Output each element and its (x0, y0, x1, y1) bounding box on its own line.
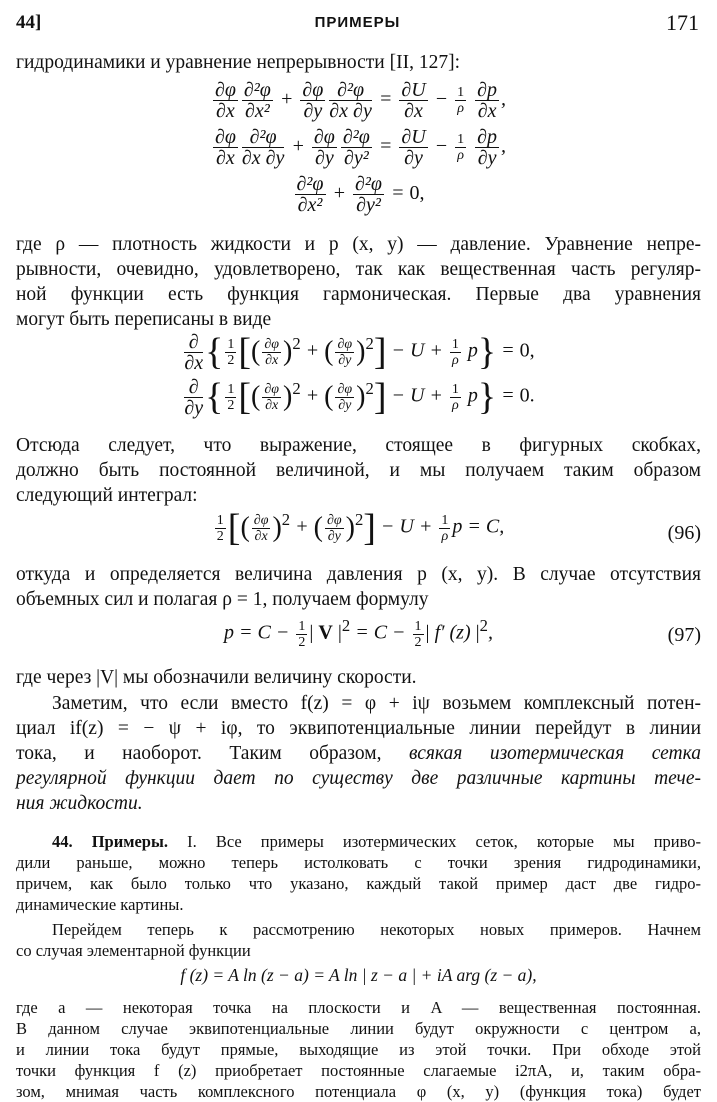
text-line: следующий интеграл: (16, 485, 198, 506)
text-line: должно быть постоянной величиной, и мы получаем таким образом (16, 460, 701, 481)
text-span: тока, и наоборот. Таким образом, (16, 743, 382, 764)
emphasis-text: всякая изотермическая сетка (408, 743, 702, 764)
running-header (16, 12, 699, 38)
text-line: В данном случае эквипотенциальные линии будут окружности с центром a, (16, 1019, 701, 1038)
page-number: 171 (666, 10, 699, 35)
text-line: где a — некоторая точка на плоскости и A — вещественная постоянная. (16, 998, 701, 1017)
emphasis-line: ния жидкости. (16, 793, 143, 814)
text-line: ной функции есть функция гармоническая. Первые два уравнения (16, 284, 701, 305)
text-line: Отсюда следует, что выражение, стоящее в фигурных скобках, (16, 435, 701, 456)
text-line: зом, мнимая часть комплексного потенциала φ (x, y) (функция тока) будет (16, 1082, 701, 1101)
running-title: ПРИМЕРЫ (314, 14, 401, 31)
text-line: гидродинамики и уравнение непрерывности [II, 127]: (16, 52, 461, 73)
text-line: точки функция f (z) приобретает постоянные слагаемые i2πA, и, таким обра- (16, 1061, 701, 1080)
equation-line-1: $\frac{\partial\varphi}{\partial x}$ $\frac{\text{∂²φ}}{\text{∂x²}}$ + $\frac{\partial\varphi}{\partial y}$ $\frac{\text{∂²φ}}{\partial x \partial y}$ = $\frac{\partial U}{\partial x}$ − $\frac{1}{\rho}$ $\frac{\partial p}{\partial x}$ , (214, 79, 507, 122)
emphasis-line: регулярной функции дает по существу две различные картины тече- (16, 768, 701, 789)
text-line: где ρ — плотность жидкости и p (x, y) — давление. Уравнение непре- (16, 234, 701, 255)
text-span: I. Все примеры изотермических сеток, которые мы приво- (187, 832, 702, 851)
equation-log: f (z) = A ln (z − a) = A ln | z − a | + iA arg (z − a), (180, 965, 537, 985)
equation-number: (96) (667, 522, 701, 544)
text-line: могут быть переписаны в виде (16, 309, 272, 330)
text-line: Перейдем теперь к рассмотрению некоторых новых примеров. Начнем (52, 920, 701, 939)
text-line: дили раньше, можно теперь истолковать с точки зрения гидродинамики, (16, 853, 701, 872)
equation-97: p = C − $\frac{1}{2}$ | V $|^2 = C$ − $\frac{1}{2}$ | f′ (z) $|^2$, (224, 616, 493, 650)
text-line: динамические картины. (16, 895, 184, 914)
text-line: и линии тока будут прямые, выходящие из этой точки. При обходе этой (16, 1040, 701, 1059)
text-line: причем, как было только что указано, каждый такой пример даст две гидро- (16, 874, 701, 893)
equation-line-3: $\frac{\text{∂²φ}}{\text{∂x²}}$ + $\frac{\text{∂²φ}}{\text{∂y²}}$ = 0, (296, 173, 425, 216)
equation-number: (97) (667, 624, 701, 646)
equation-line-2: $\frac{\partial}{\partial y}$ { $\frac{1}{2}$ [( $\frac{\partial\varphi}{\partial x}$ )$^2$ + ( $\frac{\partial\varphi}{\partial y}$ )$^2$] − U + $\frac{1}{\rho}$ p} = 0. (184, 375, 535, 419)
text-line: откуда и определяется величина давления p (x, y). В случае отсутствия (16, 564, 701, 585)
text-line (16, 741, 701, 766)
text-line: где через |V| мы обозначили величину скорости. (16, 667, 417, 688)
text-line (16, 831, 701, 852)
equation-line-1: $\frac{\partial}{\partial x}$ { $\frac{1}{2}$ [( $\frac{\partial\varphi}{\partial x}$ )$^2$ + ( $\frac{\partial\varphi}{\partial y}$ )$^2$] − U + $\frac{1}{\rho}$ p} = 0, (184, 330, 535, 374)
equation-line-2: $\frac{\partial\varphi}{\partial x}$ $\frac{\text{∂²φ}}{\partial x \partial y}$ + $\frac{\partial\varphi}{\partial y}$ $\frac{\text{∂²φ}}{\text{∂y²}}$ = $\frac{\partial U}{\partial y}$ − $\frac{1}{\rho}$ $\frac{\partial p}{\partial y}$ , (214, 126, 507, 169)
text-line: со случая элементарной функции (16, 941, 251, 960)
text-line: Заметим, что если вместо f(z) = φ + iψ возьмем комплексный потен- (52, 693, 701, 714)
text-line: циал if(z) = − ψ + iφ, то эквипотенциальные линии перейдут в линии (16, 718, 701, 739)
section-heading: 44. Примеры. (52, 832, 168, 851)
equation-96: $\frac{1}{2}$ [( $\frac{\partial\varphi}{\partial x}$ )$^2$ + ( $\frac{\partial\varphi}{\partial y}$ )$^2$] − U + $\frac{1}{\rho}$ p = C, (216, 507, 505, 549)
text-line: рывности, очевидно, удовлетворено, так как вещественная часть регуляр- (16, 259, 701, 280)
text-line: объемных сил и полагая ρ = 1, получаем формулу (16, 589, 429, 610)
section-number: 44] (16, 12, 42, 33)
